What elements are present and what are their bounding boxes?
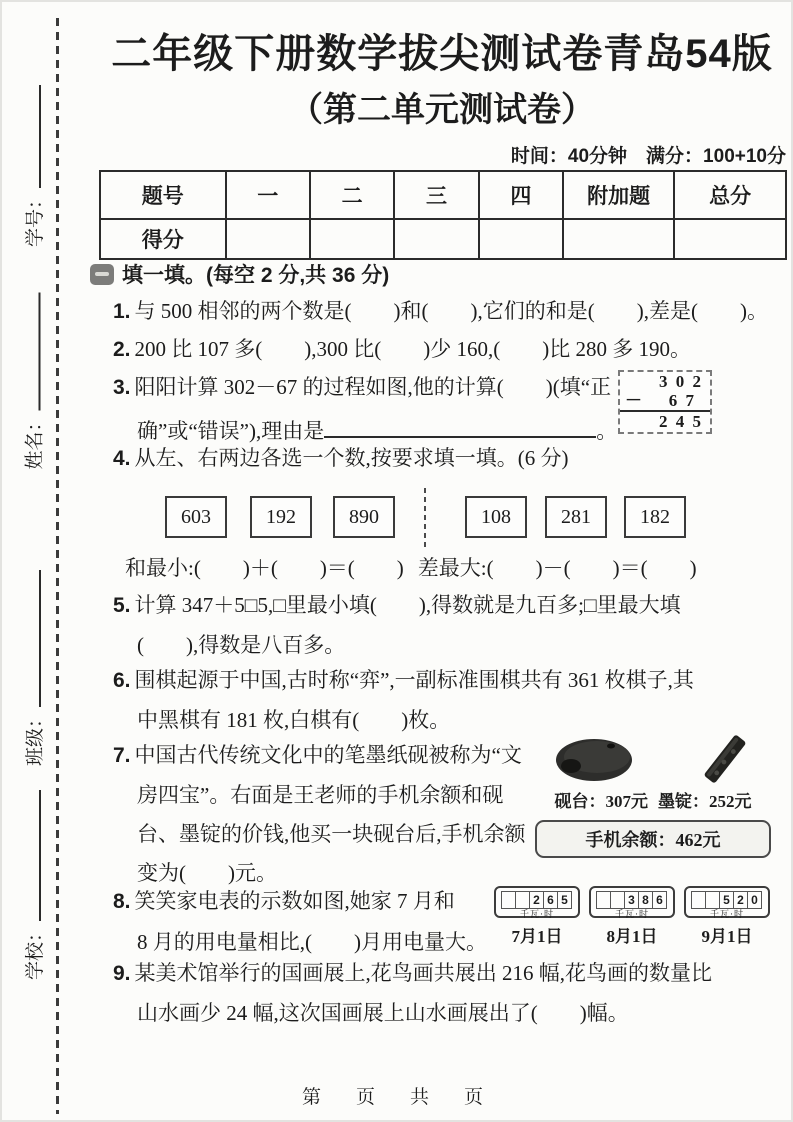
ink-stick-price-label: 墨锭：252元	[658, 792, 752, 811]
meter-digit: 0	[747, 891, 762, 909]
question-9-number: 9.	[113, 962, 131, 985]
student-id-label: 学号：	[25, 189, 46, 247]
vertical-subtraction-figure	[618, 370, 712, 434]
question-4	[113, 443, 789, 474]
meter-digit: 8	[638, 891, 653, 909]
meter-digit	[610, 891, 625, 909]
class-field	[20, 570, 46, 766]
question-2-number: 2.	[113, 338, 131, 361]
meter-digit: 2	[529, 891, 544, 909]
question-2-text: 200 比 107 多( ),300 比( )少 160,( )比 280 多 190。	[134, 337, 691, 361]
meter-date-label: 8月1日	[606, 927, 658, 946]
question-6-text-line1: 围棋起源于中国,古时称“弈”,一副标准围棋共有 361 枚棋子,其	[134, 668, 694, 692]
score-row-label: 得分	[100, 219, 226, 259]
score-header-bonus: 附加题	[563, 171, 674, 219]
meter-digit: 6	[543, 891, 558, 909]
name-field	[20, 293, 46, 470]
min-sum-equation: 和最小:( )＋( )＝( )	[125, 556, 404, 580]
question-8	[113, 886, 513, 957]
question-6	[113, 665, 789, 735]
section-one-heading	[90, 259, 389, 289]
question-8-text-line2: 8 月的用电量相比,( )月用电量大。	[137, 930, 487, 954]
meter-unit-label: 千瓦·时	[710, 909, 744, 919]
meter-digit: 3	[624, 891, 639, 909]
section-one-badge-icon	[90, 264, 114, 285]
question-5-text-line1: 计算 347＋5□5,□里最小填( ),得数就是九百多;□里最大填	[134, 593, 681, 617]
question-5-number: 5.	[113, 594, 131, 617]
question-9-text-line1: 某美术馆举行的国画展上,花鸟画共展出 216 幅,花鸟画的数量比	[134, 961, 713, 985]
score-header-two: 二	[310, 171, 394, 219]
meter-unit-label: 千瓦·时	[615, 909, 649, 919]
meter-july	[494, 886, 580, 947]
number-card: 603	[165, 496, 227, 538]
question-9	[113, 958, 789, 1028]
question-5-text-line2: ( ),得数是八百多。	[137, 633, 346, 657]
school-blank-line	[21, 790, 41, 921]
number-card: 192	[250, 496, 312, 538]
meter-digit	[691, 891, 706, 909]
number-card: 108	[465, 496, 527, 538]
meter-date-label: 7月1日	[511, 927, 563, 946]
meter-digit	[596, 891, 611, 909]
question-7-number: 7.	[113, 744, 131, 767]
question-4-equations	[125, 552, 697, 582]
question-7-text-line1: 中国古代传统文化中的笔墨纸砚被称为“文	[134, 743, 522, 767]
score-cell	[310, 219, 394, 259]
inkstone-image	[549, 734, 635, 784]
question-3-text-line2: 确”或“错误”),理由是	[137, 419, 325, 443]
meter-digit	[705, 891, 720, 909]
meter-august	[589, 886, 675, 947]
question-7-text-line4: 变为( )元。	[137, 861, 277, 885]
score-header-one: 一	[226, 171, 310, 219]
meter-digit	[515, 891, 530, 909]
student-id-blank-line	[21, 85, 41, 188]
question-2	[113, 334, 789, 365]
question-7-text-line2: 房四宝”。右面是王老师的手机余额和砚	[137, 783, 504, 807]
question-5	[113, 590, 789, 660]
question-1-number: 1.	[113, 300, 131, 323]
question-4-text: 从左、右两边各选一个数,按要求填一填。(6 分)	[134, 446, 569, 470]
meter-date-label: 9月1日	[701, 927, 753, 946]
question-7-figure	[520, 733, 786, 858]
question-1-text: 与 500 相邻的两个数是( )和( ),它们的和是( ),差是( )。	[134, 299, 768, 323]
phone-balance-box: 手机余额：462元	[535, 820, 771, 858]
ink-stick-image	[693, 732, 757, 786]
question-6-text-line2: 中黑棋有 181 枚,白棋有( )枚。	[137, 708, 451, 732]
question-6-number: 6.	[113, 669, 131, 692]
page-subtitle: （第二单元测试卷）	[289, 91, 595, 129]
section-one-title: 填一填。(每空 2 分,共 36 分)	[122, 264, 390, 287]
meter-digit: 5	[719, 891, 734, 909]
question-3-reason-blank-line	[324, 416, 596, 438]
card-group-divider	[424, 488, 426, 550]
name-label: 姓名：	[24, 412, 46, 470]
cut-line-dashed-rule	[56, 18, 59, 1114]
calc-subtrahend: 6 7	[668, 391, 696, 410]
score-cell	[563, 219, 674, 259]
meter-unit-label: 千瓦·时	[520, 909, 554, 919]
class-label: 班级：	[25, 708, 46, 766]
number-card: 281	[545, 496, 607, 538]
calc-minuend: 3 0 2	[659, 372, 703, 391]
question-8-text-line1: 笑笑家电表的示数如图,她家 7 月和	[134, 889, 455, 913]
calc-minus-sign: －	[625, 391, 644, 410]
meter-digit: 6	[652, 891, 667, 909]
question-3-period: 。	[596, 419, 618, 443]
electric-meter-figure	[494, 886, 786, 947]
page-footer: 第 页 共 页	[301, 1087, 491, 1108]
score-header-question-no: 题号	[100, 171, 226, 219]
school-label: 学校：	[25, 922, 46, 980]
meter-september	[684, 886, 770, 947]
score-cell	[674, 219, 786, 259]
question-7	[113, 740, 526, 888]
meter-digit	[501, 891, 516, 909]
question-4-number: 4.	[113, 447, 131, 470]
question-3-text-line1: 阳阳计算 302－67 的过程如图,他的计算( )(填“正	[134, 375, 612, 399]
max-diff-equation: 差最大:( )－( )＝( )	[417, 556, 697, 580]
question-8-number: 8.	[113, 890, 131, 913]
score-header-three: 三	[394, 171, 478, 219]
score-cell	[479, 219, 563, 259]
meter-digit: 2	[733, 891, 748, 909]
question-1	[113, 296, 789, 327]
score-header-total: 总分	[674, 171, 786, 219]
question-4-number-cards	[100, 494, 788, 542]
question-3-number: 3.	[113, 376, 131, 399]
class-blank-line	[21, 570, 41, 707]
student-id-field	[20, 85, 46, 247]
question-7-text-line3: 台、墨锭的价钱,他买一块砚台后,手机余额	[137, 822, 526, 846]
number-card: 890	[333, 496, 395, 538]
score-cell	[226, 219, 310, 259]
name-blank-line	[21, 293, 41, 411]
calc-result: 2 4 5	[620, 410, 710, 431]
meter-digit: 5	[557, 891, 572, 909]
time-and-score-info: 时间：40分钟 满分：100+10分	[510, 146, 786, 167]
school-field	[20, 790, 46, 980]
score-table	[99, 170, 787, 260]
score-cell	[394, 219, 478, 259]
question-9-text-line2: 山水画少 24 幅,这次国画展上山水画展出了( )幅。	[137, 1001, 629, 1025]
inkstone-price-label: 砚台：307元	[554, 792, 648, 811]
page-title: 二年级下册数学拔尖测试卷青岛54版	[111, 32, 773, 76]
number-card: 182	[624, 496, 686, 538]
score-header-four: 四	[479, 171, 563, 219]
